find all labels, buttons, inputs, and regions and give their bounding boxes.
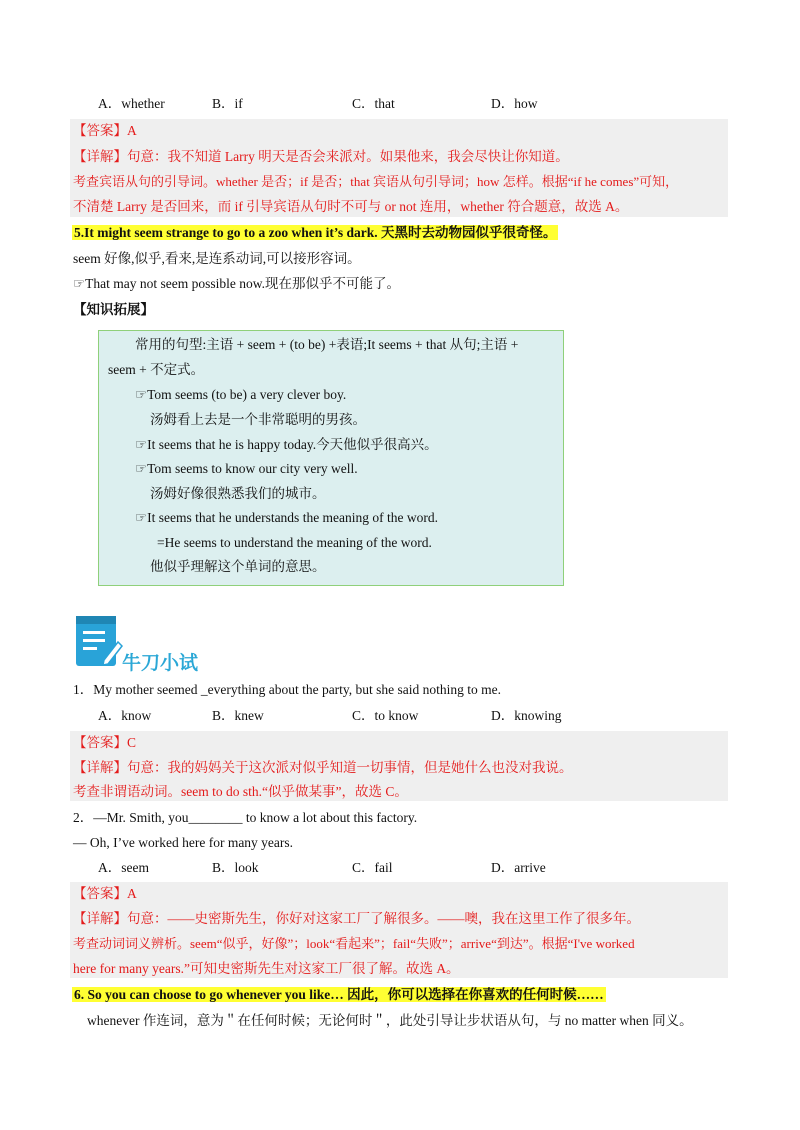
point-heading [72,985,606,1005]
option-c: C．fail [352,860,393,875]
option-c: C．that [352,96,395,111]
option-d: D．knowing [491,708,562,723]
box-line: ☞Tom seems (to be) a very clever boy. [135,387,347,402]
option-b: B．look [212,860,259,875]
option-b: B．if [212,96,243,111]
box-line: 汤姆好像很熟悉我们的城市。 [150,486,326,501]
answer-label: 【答案】A [73,886,137,901]
answer-label: 【答案】A [73,123,137,138]
answer-detail: 不清楚 Larry 是否回来，而 if 引导宾语从句时不可与 or not 连用，whether 符合题意，故选 A。 [73,199,629,214]
highlighted-heading: 6. So you can choose to go whenever you like… 因此，你可以选择在你喜欢的任何时候…… [74,987,604,1002]
question-text: — Oh, I’ve worked here for many years. [73,835,294,850]
box-line: =He seems to understand the meaning of the word. [157,535,432,550]
point-heading [72,223,558,243]
answer-label: 【答案】C [73,735,137,750]
option-a: A．whether [98,96,165,111]
box-line: 常用的句型:主语 + seem + (to be) +表语;It seems + that 从句;主语 + [135,337,519,352]
option-d: D．arrive [491,860,546,875]
example-line: ☞That may not seem possible now.现在那似乎不可能了。 [73,276,400,291]
answer-detail: 【详解】句意：我不知道 Larry 明天是否会来派对。如果他来，我会尽快让你知道。 [73,149,569,164]
box-line: ☞It seems that he is happy today.今天他似乎很高兴。 [135,437,438,452]
explanation-line: whenever 作连词，意为＂在任何时候；无论何时＂，此处引导让步状语从句，与 no matter when 同义。 [87,1013,693,1028]
explanation-line: seem 好像,似乎,看来,是连系动词,可以接形容词。 [73,251,361,266]
option-b: B．knew [212,708,264,723]
box-line: seem + 不定式。 [108,362,205,377]
box-line: ☞Tom seems to know our city very well. [135,461,358,476]
option-d: D．how [491,96,538,111]
box-line: ☞It seems that he understands the meaning of the word. [135,510,439,525]
answer-detail: 考查宾语从句的引导词。whether 是否；if 是否；that 宾语从句引导词；how 怎样。根据“if he comes”可知， [73,174,679,189]
highlighted-heading: 5.It might seem strange to go to a zoo when it’s dark. 天黑时去动物园似乎很奇怪。 [74,225,557,240]
option-c: C．to know [352,708,419,723]
notepad-pencil-icon [74,614,124,670]
knowledge-extension-label: 【知识拓展】 [73,302,154,317]
box-line: 他似乎理解这个单词的意思。 [150,559,326,574]
answer-detail: 【详解】句意：——史密斯先生，你好对这家工厂了解很多。——噢，我在这里工作了很多年。 [73,911,640,926]
answer-detail: 【详解】句意：我的妈妈关于这次派对似乎知道一切事情，但是她什么也没对我说。 [73,760,573,775]
box-line: 汤姆看上去是一个非常聪明的男孩。 [150,412,366,427]
answer-detail: here for many years.”可知史密斯先生对这家工厂很了解。故选 A。 [73,961,460,976]
question-text: 1．My mother seemed _everything about the party, but she said nothing to me. [73,682,502,697]
option-a: A．seem [98,860,149,875]
answer-detail: 考查动词词义辨析。seem“似乎，好像”；look“看起来”；fail“失败”；arrive“到达”。根据“I've worked [73,936,635,951]
question-text: 2．—Mr. Smith, you________ to know a lot about this factory. [73,810,418,825]
section-title: 牛刀小试 [122,652,199,674]
option-a: A．know [98,708,152,723]
answer-detail: 考查非谓语动词。seem to do sth.“似乎做某事”，故选 C。 [73,784,408,799]
